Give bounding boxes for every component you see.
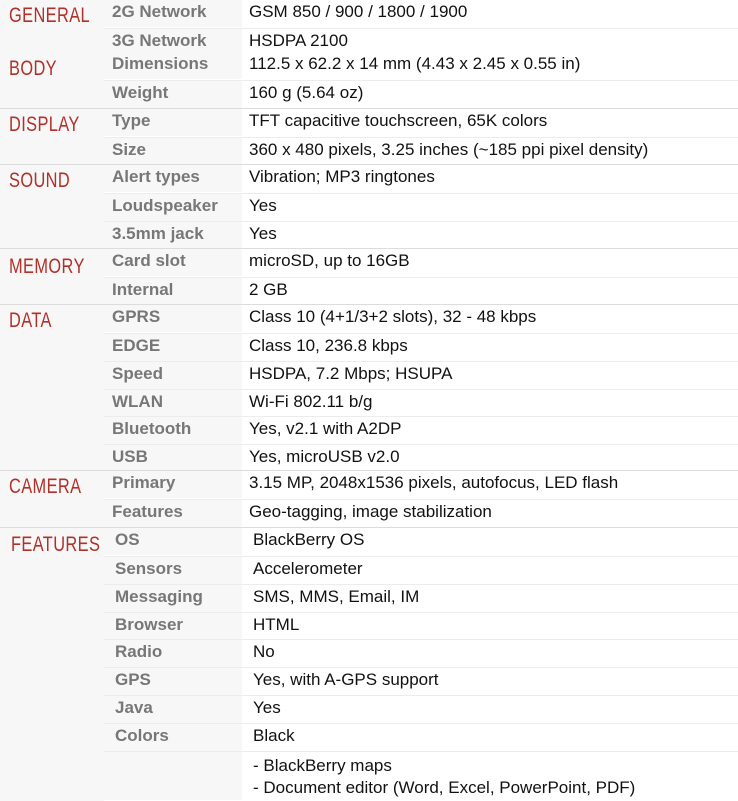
spec-section-body: [0, 52, 738, 108]
spec-value: Accelerometer: [253, 559, 363, 578]
spec-label: Browser: [115, 615, 184, 634]
spec-row: [104, 723, 738, 751]
spec-row: [104, 471, 738, 498]
category-cell: [0, 52, 104, 108]
spec-label-cell: [104, 445, 242, 472]
spec-label-cell: [104, 222, 242, 249]
spec-value: TFT capacitive touchscreen, 65K colors: [249, 111, 548, 130]
category-label: GENERAL: [9, 4, 91, 27]
spec-row: [104, 277, 738, 305]
spec-label: GPS: [115, 670, 151, 689]
spec-label: Sensors: [115, 559, 183, 578]
spec-row: [104, 416, 738, 444]
spec-label: Dimensions: [112, 54, 209, 73]
spec-label-cell: [104, 613, 242, 640]
category-label: FEATURES: [11, 533, 101, 556]
spec-value: 2 GB: [249, 280, 288, 299]
category-cell: [0, 305, 104, 471]
category-label: DATA: [9, 309, 52, 332]
spec-value-line: - BlackBerry maps: [253, 756, 392, 775]
spec-label: USB: [112, 447, 148, 466]
category-cell: [0, 165, 104, 249]
category-cell: [0, 109, 104, 165]
spec-value: HTML: [253, 615, 300, 634]
spec-row: [104, 389, 738, 417]
spec-value: 112.5 x 62.2 x 14 mm (4.43 x 2.45 x 0.55 in): [249, 54, 581, 73]
spec-label-cell: [104, 696, 242, 723]
spec-label-cell: [104, 585, 242, 612]
spec-label-cell: [104, 138, 242, 165]
spec-row: [104, 612, 738, 640]
spec-label-cell: [104, 165, 242, 192]
spec-row: [104, 221, 738, 249]
spec-label-cell: [104, 305, 242, 332]
spec-label-cell: [104, 390, 242, 417]
spec-label-cell: [104, 668, 242, 695]
spec-label: Features: [112, 502, 183, 521]
spec-value: Class 10 (4+1/3+2 slots), 32 - 48 kbps: [249, 307, 537, 326]
spec-label-cell: [104, 0, 242, 27]
spec-label-cell: [104, 528, 242, 555]
spec-label: Type: [112, 111, 151, 130]
spec-value: HSDPA, 7.2 Mbps; HSUPA: [249, 364, 453, 383]
category-label: BODY: [9, 57, 57, 80]
category-label: CAMERA: [9, 475, 82, 498]
spec-label: Weight: [112, 83, 169, 102]
spec-value: Yes: [249, 224, 277, 243]
spec-value-line: - Document editor (Word, Excel, PowerPoint, PDF): [253, 778, 636, 797]
spec-label-cell: [104, 334, 242, 361]
spec-label-cell: [104, 249, 242, 276]
spec-row: [104, 52, 738, 79]
spec-label: WLAN: [112, 392, 163, 411]
spec-label-cell: [104, 640, 242, 667]
spec-value-multiline: [253, 755, 635, 799]
spec-label-cell: [104, 752, 242, 800]
spec-label: Loudspeaker: [112, 196, 218, 215]
spec-value: Yes, microUSB v2.0: [249, 447, 400, 466]
spec-value: No: [253, 642, 275, 661]
spec-row: [104, 639, 738, 667]
spec-label: 3.5mm jack: [112, 224, 204, 243]
spec-label: Internal: [112, 280, 174, 299]
spec-value: HSDPA 2100: [249, 31, 348, 50]
spec-row: [104, 137, 738, 165]
spec-row: [104, 667, 738, 695]
spec-value: Yes: [253, 698, 281, 717]
spec-label: Colors: [115, 726, 169, 745]
spec-label: 3G Network: [112, 31, 207, 50]
spec-value: Yes: [249, 196, 277, 215]
category-cell: [0, 471, 104, 528]
spec-section-camera: [0, 470, 738, 528]
category-cell: [0, 528, 104, 801]
spec-row: [104, 80, 738, 108]
spec-value: Black: [253, 726, 295, 745]
spec-row: [104, 193, 738, 221]
spec-section-memory: [0, 248, 738, 305]
spec-row: [104, 305, 738, 332]
spec-row: [104, 499, 738, 527]
spec-label-cell: [104, 557, 242, 584]
spec-value: SMS, MMS, Email, IM: [253, 587, 420, 606]
spec-value: 3.15 MP, 2048x1536 pixels, autofocus, LED flash: [249, 473, 619, 492]
spec-label: Card slot: [112, 251, 186, 270]
spec-label-cell: [104, 278, 242, 305]
category-label: SOUND: [9, 169, 71, 192]
spec-label: EDGE: [112, 336, 161, 355]
spec-label-cell: [104, 500, 242, 527]
spec-value: GSM 850 / 900 / 1800 / 1900: [249, 2, 468, 21]
spec-label-cell: [104, 362, 242, 389]
spec-section-features: [0, 527, 738, 801]
spec-value: Yes, v2.1 with A2DP: [249, 419, 402, 438]
spec-label: Java: [115, 698, 153, 717]
category-cell: [0, 0, 104, 56]
spec-label: OS: [115, 530, 140, 549]
spec-label: Messaging: [115, 587, 203, 606]
category-cell: [0, 249, 104, 305]
category-label: DISPLAY: [9, 113, 80, 136]
spec-row: [104, 528, 738, 555]
spec-row: [104, 444, 738, 472]
spec-value: BlackBerry OS: [253, 530, 365, 549]
spec-label: GPRS: [112, 307, 161, 326]
spec-label-cell: [104, 81, 242, 108]
spec-value: 360 x 480 pixels, 3.25 inches (~185 ppi pixel density): [249, 140, 649, 159]
spec-label: Size: [112, 140, 147, 159]
spec-row: [104, 751, 738, 800]
spec-section-sound: [0, 164, 738, 249]
spec-row: [104, 556, 738, 584]
spec-label: Radio: [115, 642, 163, 661]
spec-row: [104, 109, 738, 136]
spec-value: Class 10, 236.8 kbps: [249, 336, 408, 355]
spec-label: Primary: [112, 473, 176, 492]
spec-label: 2G Network: [112, 2, 207, 21]
spec-label: Speed: [112, 364, 164, 383]
spec-row: [104, 584, 738, 612]
spec-row: [104, 333, 738, 361]
spec-label: Bluetooth: [112, 419, 192, 438]
spec-label-cell: [104, 194, 242, 221]
spec-row: [104, 695, 738, 723]
spec-label-cell: [104, 109, 242, 136]
spec-label-cell: [104, 52, 242, 79]
spec-value: Geo-tagging, image stabilization: [249, 502, 492, 521]
spec-section-display: [0, 108, 738, 165]
spec-label-cell: [104, 724, 242, 751]
spec-label-cell: [104, 471, 242, 498]
spec-section-general: [0, 0, 738, 56]
spec-value: Yes, with A-GPS support: [253, 670, 439, 689]
spec-label: Alert types: [112, 167, 200, 186]
spec-row: [104, 249, 738, 276]
spec-row: [104, 0, 738, 27]
spec-label-cell: [104, 417, 242, 444]
spec-section-data: [0, 304, 738, 471]
spec-value: Wi-Fi 802.11 b/g: [249, 392, 373, 411]
spec-row: [104, 361, 738, 389]
spec-value: Vibration; MP3 ringtones: [249, 167, 435, 186]
category-label: MEMORY: [9, 255, 85, 278]
spec-row: [104, 165, 738, 192]
spec-value: microSD, up to 16GB: [249, 251, 410, 270]
spec-value: 160 g (5.64 oz): [249, 83, 364, 102]
